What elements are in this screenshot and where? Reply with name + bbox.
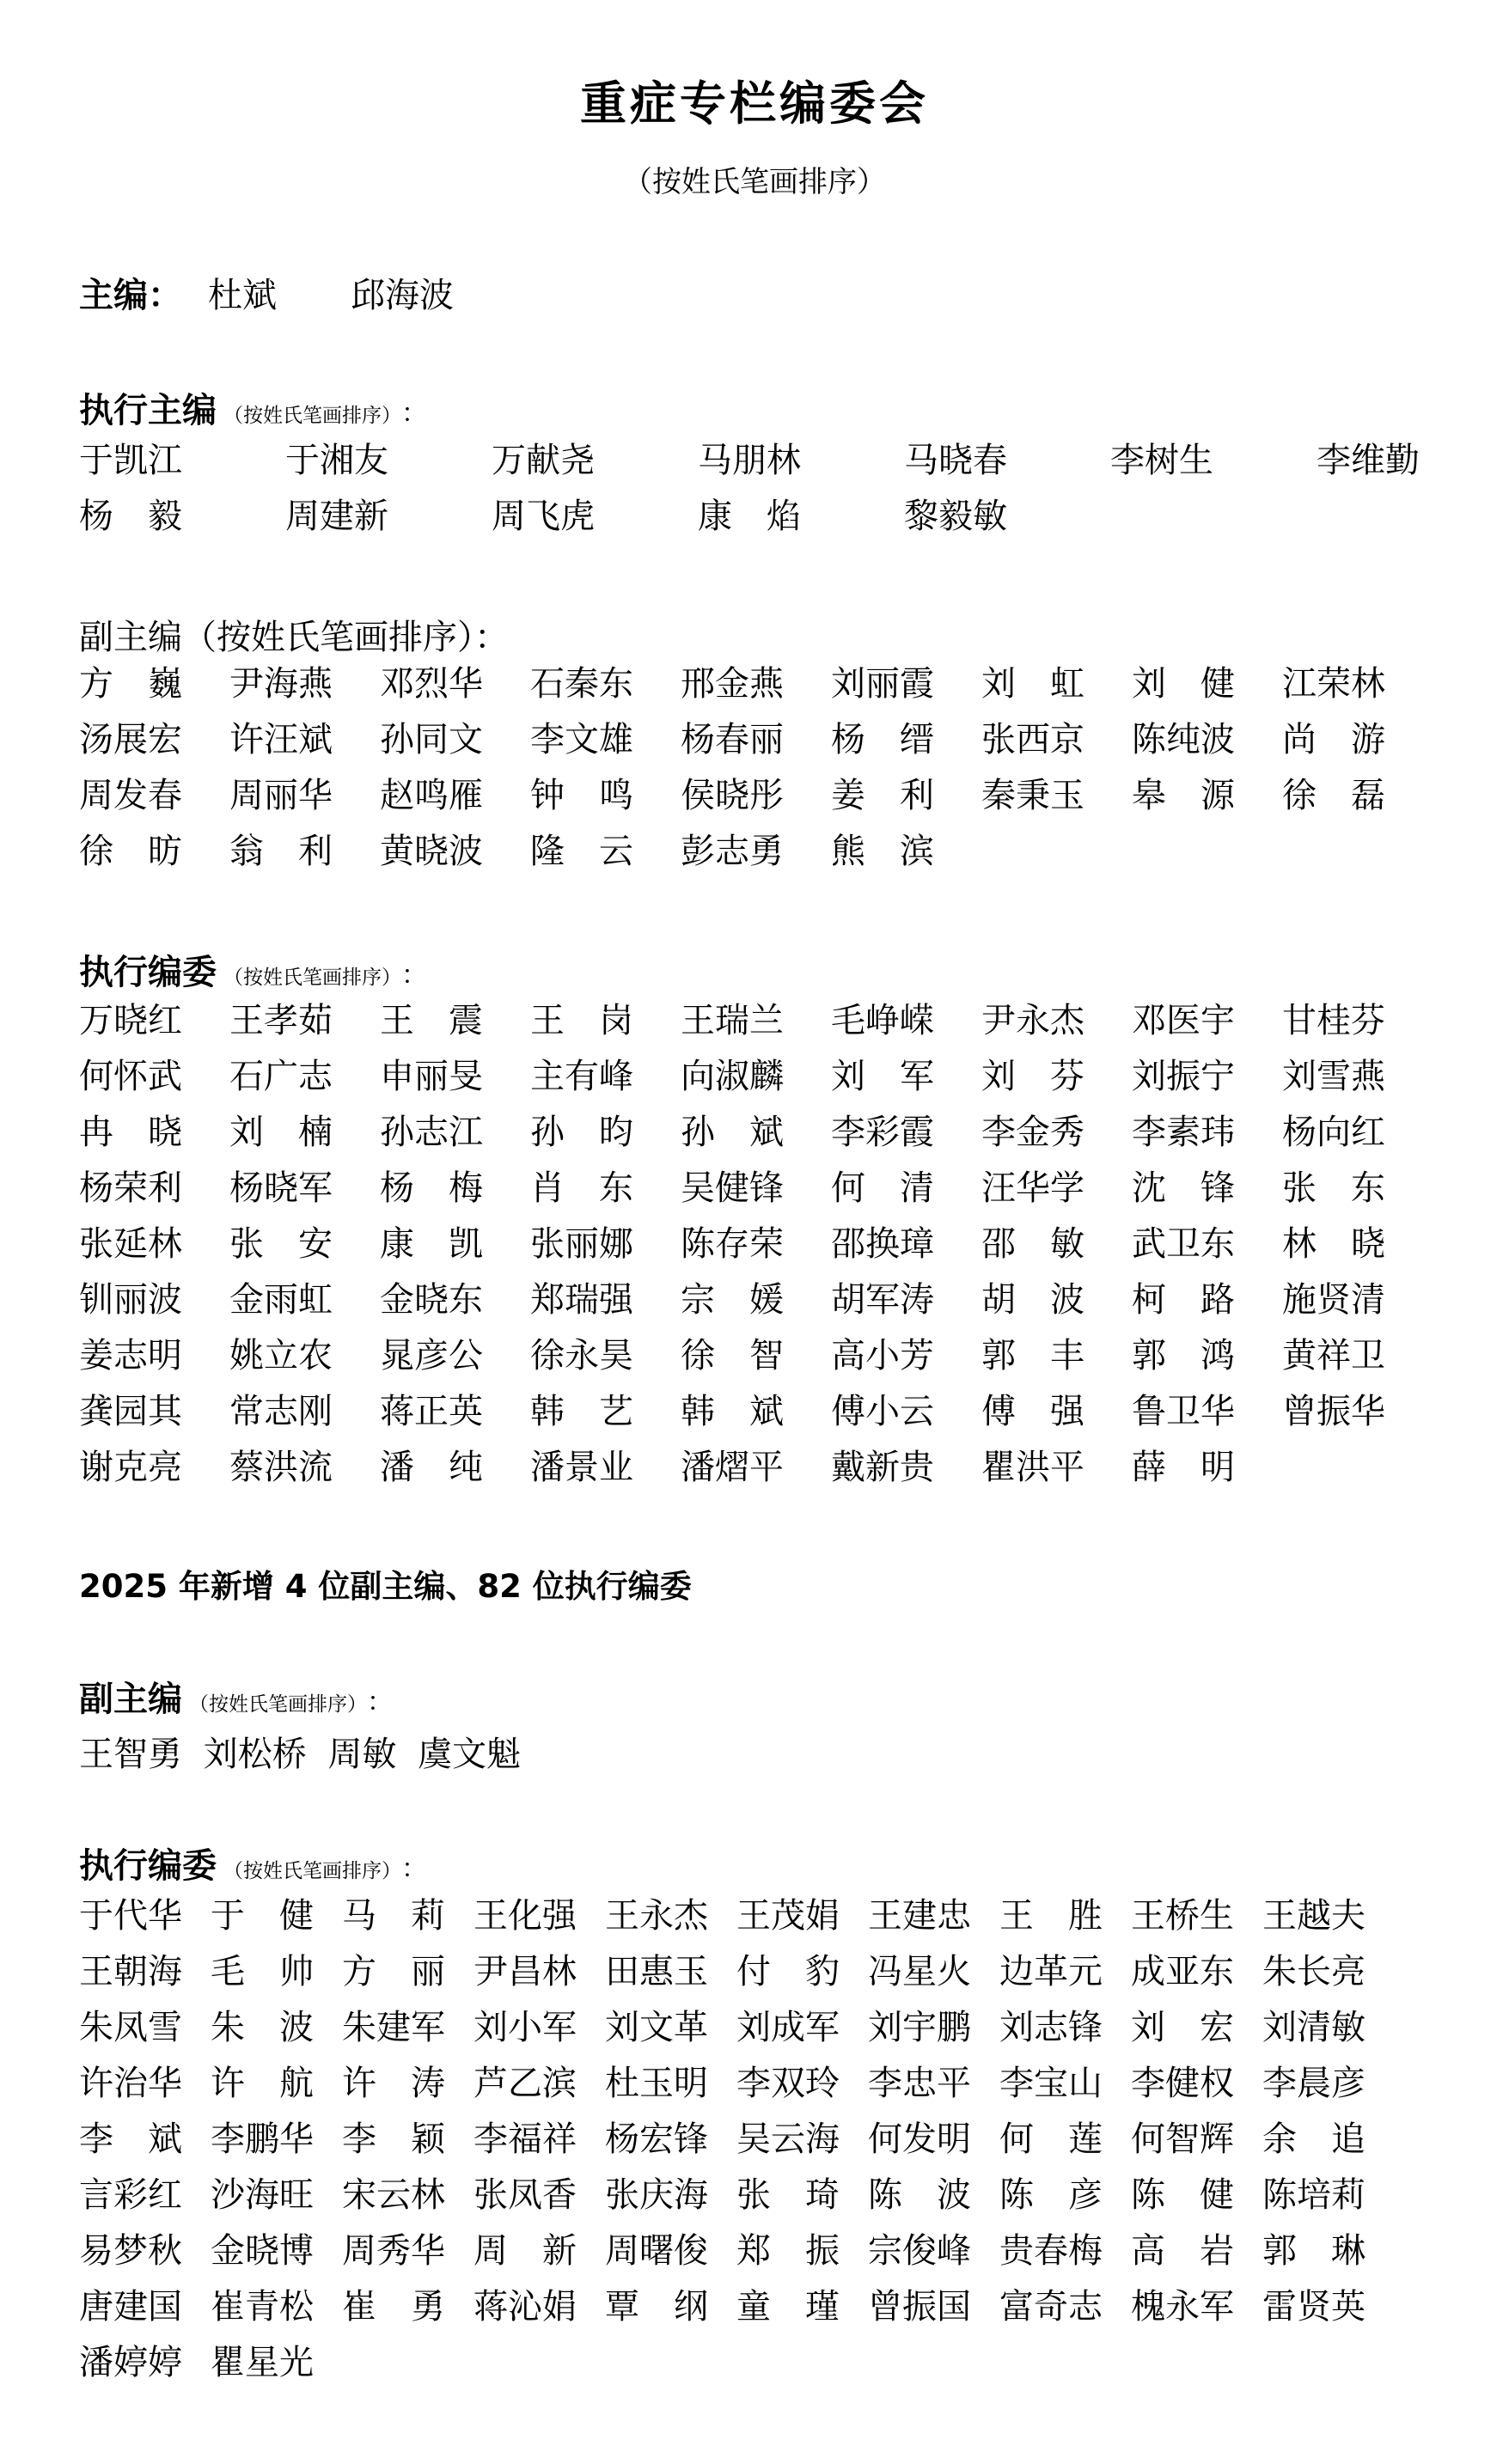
executive-board-name: 张 安 <box>229 1224 333 1264</box>
new-executive-board-name: 宗俊峰 <box>868 2231 971 2271</box>
executive-editor-name: 黎毅敏 <box>904 497 1007 536</box>
new-executive-board-name: 周秀华 <box>342 2231 445 2271</box>
executive-board-name: 主有峰 <box>530 1057 633 1096</box>
new-executive-board-name: 覃 纲 <box>605 2287 708 2327</box>
executive-board-name: 王瑞兰 <box>681 1001 784 1040</box>
new-executive-board-name: 金晓博 <box>211 2231 314 2271</box>
executive-board-name: 石广志 <box>229 1057 333 1096</box>
executive-board-name: 李金秀 <box>981 1113 1084 1152</box>
executive-board-name: 潘熠平 <box>681 1448 784 1487</box>
new-executive-board-name: 于 健 <box>211 1896 314 1936</box>
executive-board-name: 郭 丰 <box>981 1336 1084 1375</box>
executive-board-name: 刘 军 <box>831 1057 934 1096</box>
executive-board-name: 柯 路 <box>1132 1280 1235 1320</box>
new-executive-board-name: 雷贤英 <box>1262 2287 1365 2327</box>
executive-board-name: 傅小云 <box>831 1392 934 1431</box>
executive-editor-name: 于凯江 <box>79 441 182 480</box>
executive-board-name: 王孝茹 <box>229 1001 333 1040</box>
executive-board-name: 冉 晓 <box>79 1113 182 1152</box>
section-heading-colon: ： <box>401 399 427 429</box>
executive-board-name: 王 震 <box>380 1001 483 1040</box>
new-executive-board-name: 何智辉 <box>1131 2119 1234 2159</box>
section-heading-note: （按姓氏笔画排序） <box>223 1860 401 1882</box>
new-executive-board-name: 王 胜 <box>999 1896 1103 1936</box>
executive-board-name: 高小芳 <box>831 1336 934 1375</box>
executive-board-name: 姜志明 <box>79 1336 182 1375</box>
new-executive-board-name: 朱 波 <box>211 2008 314 2047</box>
editor-in-chief-name: 杜斌 <box>208 276 277 315</box>
new-executive-board-name: 朱凤雪 <box>79 2008 182 2047</box>
new-executive-board-name: 许治华 <box>79 2064 182 2103</box>
new-executive-board-name: 李晨彦 <box>1262 2064 1365 2103</box>
executive-board-name: 刘雪燕 <box>1282 1057 1385 1096</box>
new-executive-board-name: 蒋沁娟 <box>473 2287 577 2327</box>
new-executive-board-name: 何 莲 <box>999 2119 1103 2159</box>
new-executive-board-name: 许 涛 <box>342 2064 445 2103</box>
executive-board-name: 肖 东 <box>530 1168 633 1208</box>
deputy-editor-name: 李文雄 <box>530 720 633 759</box>
new-executive-board-name: 李健权 <box>1131 2064 1234 2103</box>
editors-in-chief-label: 主编： <box>79 276 182 315</box>
executive-editors-heading <box>79 383 427 432</box>
section-heading-text: 副主编（按姓氏笔画排序）： <box>79 618 509 657</box>
deputy-editors-list <box>79 664 1433 871</box>
deputy-editor-name: 周发春 <box>79 776 182 815</box>
new-executive-board-name: 王朝海 <box>79 1952 182 1991</box>
new-executive-board-name: 周 新 <box>473 2231 577 2271</box>
executive-board-name: 陈存荣 <box>681 1224 784 1264</box>
new-executive-board-name: 付 豹 <box>736 1952 840 1991</box>
new-deputy-editor-name: 王智勇 <box>79 1735 182 1774</box>
executive-board-name: 黄祥卫 <box>1282 1336 1385 1375</box>
executive-board-name: 李素玮 <box>1132 1113 1235 1152</box>
new-executive-board-name: 尹昌林 <box>473 1952 577 1991</box>
deputy-editor-name: 姜 利 <box>831 776 934 815</box>
new-executive-board-name: 王桥生 <box>1131 1896 1234 1936</box>
executive-editor-name: 于湘友 <box>285 441 388 480</box>
new-executive-board-name: 陈 健 <box>1131 2175 1234 2215</box>
deputy-editors-heading <box>79 610 509 659</box>
page-title: 重症专栏编委会 <box>580 76 929 131</box>
executive-board-name: 姚立农 <box>229 1336 333 1375</box>
deputy-editor-name: 张西京 <box>981 720 1084 759</box>
new-deputy-editors-heading <box>79 1672 393 1721</box>
new-executive-board-name: 田惠玉 <box>605 1952 708 1991</box>
executive-board-name: 刘振宁 <box>1132 1057 1235 1096</box>
executive-editor-name: 马朋林 <box>698 441 801 480</box>
new-executive-board-name: 富奇志 <box>999 2287 1103 2327</box>
deputy-editor-name: 钟 鸣 <box>530 776 633 815</box>
new-executive-board-name: 刘 宏 <box>1131 2008 1234 2047</box>
executive-board-name: 晁彦公 <box>380 1336 483 1375</box>
new-executive-board-name: 曾振国 <box>868 2287 971 2327</box>
new-executive-board-name: 许 航 <box>211 2064 314 2103</box>
new-executive-board-name: 冯星火 <box>868 1952 971 1991</box>
deputy-editor-name: 翁 利 <box>229 832 333 871</box>
new-executive-board-name: 李鹏华 <box>211 2119 314 2159</box>
executive-board-name: 何 清 <box>831 1168 934 1208</box>
executive-board-name: 张丽娜 <box>530 1224 633 1264</box>
new-executive-board-name: 郑 振 <box>736 2231 840 2271</box>
new-executive-board-name: 王永杰 <box>605 1896 708 1936</box>
new-executive-board-name: 李 颖 <box>342 2119 445 2159</box>
new-executive-board-name: 李宝山 <box>999 2064 1103 2103</box>
deputy-editor-name: 徐 磊 <box>1282 776 1385 815</box>
executive-board-name: 薛 明 <box>1132 1448 1235 1487</box>
executive-board-name: 戴新贵 <box>831 1448 934 1487</box>
new-executive-board-name: 槐永军 <box>1131 2287 1234 2327</box>
section-heading-colon: ： <box>367 1687 393 1717</box>
new-executive-board-name: 陈 波 <box>868 2175 971 2215</box>
executive-board-name: 鲁卫华 <box>1132 1392 1235 1431</box>
executive-board-name: 孙 斌 <box>681 1113 784 1152</box>
new-executive-board-name: 朱长亮 <box>1262 1952 1365 1991</box>
executive-board-name: 杨向红 <box>1282 1113 1385 1152</box>
section-heading-colon: ： <box>401 961 427 991</box>
new-executive-board-name: 王茂娟 <box>736 1896 840 1936</box>
deputy-editor-name: 刘 健 <box>1132 664 1235 704</box>
section-heading-text: 执行编委 <box>79 953 217 992</box>
deputy-editor-name: 许汪斌 <box>229 720 333 759</box>
new-executive-board-name: 成亚东 <box>1131 1952 1234 1991</box>
executive-board-name: 王 岗 <box>530 1001 633 1040</box>
executive-board-name: 孙 昀 <box>530 1113 633 1152</box>
executive-board-name: 邵 敏 <box>981 1224 1084 1264</box>
executive-board-name: 常志刚 <box>229 1392 333 1431</box>
deputy-editor-name: 皋 源 <box>1132 776 1235 815</box>
deputy-editor-name: 杨 缙 <box>831 720 934 759</box>
new-executive-board-name: 宋云林 <box>342 2175 445 2215</box>
executive-board-name: 潘景业 <box>530 1448 633 1487</box>
section-heading-text: 执行主编 <box>79 391 217 430</box>
deputy-editor-name: 尚 游 <box>1282 720 1385 759</box>
executive-board-name: 毛峥嵘 <box>831 1001 934 1040</box>
new-executive-board-name: 张凤香 <box>473 2175 577 2215</box>
executive-board-name: 韩 艺 <box>530 1392 633 1431</box>
executive-board-name: 张 东 <box>1282 1168 1385 1208</box>
new-executive-board-name: 王化强 <box>473 1896 577 1936</box>
executive-board-name: 李彩霞 <box>831 1113 934 1152</box>
new-executive-board-name: 余 追 <box>1262 2119 1365 2159</box>
executive-board-name: 申丽旻 <box>380 1057 483 1096</box>
executive-board-name: 邓医宇 <box>1132 1001 1235 1040</box>
deputy-editor-name: 秦秉玉 <box>981 776 1084 815</box>
new-executive-board-name: 张庆海 <box>605 2175 708 2215</box>
executive-board-list <box>79 1003 1433 1485</box>
executive-board-name: 张延林 <box>79 1224 182 1264</box>
executive-editor-name: 马晓春 <box>904 441 1007 480</box>
deputy-editor-name: 刘 虹 <box>981 664 1084 704</box>
new-executive-board-name: 刘成军 <box>736 2008 840 2047</box>
new-executive-board-name: 李 斌 <box>79 2119 182 2159</box>
new-executive-board-name: 崔青松 <box>211 2287 314 2327</box>
new-executive-board-name: 吴云海 <box>736 2119 840 2159</box>
new-executive-board-name: 李福祥 <box>473 2119 577 2159</box>
executive-board-name: 郭 鸿 <box>1132 1336 1235 1375</box>
executive-board-name: 吴健锋 <box>681 1168 784 1208</box>
executive-board-name: 谢克亮 <box>79 1448 182 1487</box>
executive-editor-name: 李维勤 <box>1317 441 1420 480</box>
executive-board-name: 向淑麟 <box>681 1057 784 1096</box>
executive-editor-name: 周飞虎 <box>492 497 595 536</box>
editor-in-chief-name: 邱海波 <box>351 276 454 315</box>
executive-board-heading <box>79 945 427 994</box>
new-executive-board-name: 刘小军 <box>473 2008 577 2047</box>
executive-editor-name: 李树生 <box>1110 441 1213 480</box>
executive-board-name: 宗 媛 <box>681 1280 784 1320</box>
new-executive-board-name: 马 莉 <box>342 1896 445 1936</box>
deputy-editor-name: 周丽华 <box>229 776 333 815</box>
executive-board-name: 蒋正英 <box>380 1392 483 1431</box>
executive-board-name: 甘桂芬 <box>1282 1001 1385 1040</box>
deputy-editor-name: 江荣林 <box>1282 664 1385 704</box>
new-deputy-editor-name: 虞文魁 <box>418 1735 522 1774</box>
new-executive-board-name: 李忠平 <box>868 2064 971 2103</box>
section-heading-colon: ： <box>401 1854 427 1884</box>
executive-board-name: 武卫东 <box>1132 1224 1235 1264</box>
new-executive-board-name: 刘志锋 <box>999 2008 1103 2047</box>
deputy-editor-name: 熊 滨 <box>831 832 934 871</box>
executive-board-name: 龚园其 <box>79 1392 182 1431</box>
executive-board-name: 胡军涛 <box>831 1280 934 1320</box>
executive-board-name: 施贤清 <box>1282 1280 1385 1320</box>
executive-board-name: 康 凯 <box>380 1224 483 1264</box>
new-executive-board-name: 边革元 <box>999 1952 1103 1991</box>
new-executive-board-name: 于代华 <box>79 1896 182 1936</box>
executive-editor-name: 杨 毅 <box>79 497 182 536</box>
editors-in-chief <box>79 268 528 317</box>
deputy-editor-name: 彭志勇 <box>681 832 784 871</box>
deputy-editor-name: 汤展宏 <box>79 720 182 759</box>
executive-board-name: 杨荣利 <box>79 1168 182 1208</box>
executive-board-name: 孙志江 <box>380 1113 483 1152</box>
executive-board-name: 韩 斌 <box>681 1392 784 1431</box>
new-executive-board-name: 李双玲 <box>736 2064 840 2103</box>
new-executive-board-name: 郭 琳 <box>1262 2231 1365 2271</box>
executive-editor-name: 周建新 <box>285 497 388 536</box>
new-executive-board-list <box>79 1896 1394 2382</box>
deputy-editor-name: 徐 昉 <box>79 832 182 871</box>
deputy-editor-name: 邢金燕 <box>681 664 784 704</box>
page-subtitle: （按姓氏笔画排序） <box>623 165 886 199</box>
announcement-line: 2025 年新增 4 位副主编、82 位执行编委 <box>79 1568 692 1605</box>
new-executive-board-name: 沙海旺 <box>211 2175 314 2215</box>
section-heading-text: 副主编 <box>79 1680 182 1719</box>
deputy-editor-name: 黄晓波 <box>380 832 483 871</box>
new-deputy-editor-name: 刘松桥 <box>203 1735 307 1774</box>
section-heading-note: （按姓氏笔画排序） <box>189 1693 367 1716</box>
section-heading-note: （按姓氏笔画排序） <box>223 967 401 989</box>
new-executive-board-name: 瞿星光 <box>211 2343 314 2382</box>
new-executive-board-name: 言彩红 <box>79 2175 182 2215</box>
executive-board-name: 杨 梅 <box>380 1168 483 1208</box>
new-executive-board-name: 刘清敏 <box>1262 2008 1365 2047</box>
executive-board-name: 胡 波 <box>981 1280 1084 1320</box>
new-executive-board-name: 王建忠 <box>868 1896 971 1936</box>
new-deputy-editors-list <box>79 1727 531 1776</box>
deputy-editor-name: 孙同文 <box>380 720 483 759</box>
executive-board-name: 瞿洪平 <box>981 1448 1084 1487</box>
executive-board-name: 何怀武 <box>79 1057 182 1096</box>
deputy-editor-name: 陈纯波 <box>1132 720 1235 759</box>
new-executive-board-name: 何发明 <box>868 2119 971 2159</box>
executive-board-name: 徐 智 <box>681 1336 784 1375</box>
deputy-editor-name: 邓烈华 <box>380 664 483 704</box>
executive-board-name: 金晓东 <box>380 1280 483 1320</box>
new-executive-board-name: 周曙俊 <box>605 2231 708 2271</box>
executive-editor-name: 康 焰 <box>698 497 801 536</box>
new-executive-board-name: 贵春梅 <box>999 2231 1103 2271</box>
new-executive-board-name: 王越夫 <box>1262 1896 1365 1936</box>
executive-editors-list <box>79 443 1509 534</box>
section-heading-text: 执行编委 <box>79 1846 217 1886</box>
executive-board-name: 邵换璋 <box>831 1224 934 1264</box>
new-executive-board-name: 杨宏锋 <box>605 2119 708 2159</box>
new-executive-board-name: 芦乙滨 <box>473 2064 577 2103</box>
deputy-editor-name: 尹海燕 <box>229 664 333 704</box>
new-executive-board-name: 毛 帅 <box>211 1952 314 1991</box>
executive-board-name: 曾振华 <box>1282 1392 1385 1431</box>
deputy-editor-name: 赵鸣雁 <box>380 776 483 815</box>
executive-board-name: 徐永昊 <box>530 1336 633 1375</box>
new-executive-board-name: 童 瑾 <box>736 2287 840 2327</box>
new-executive-board-name: 陈 彦 <box>999 2175 1103 2215</box>
executive-board-name: 金雨虹 <box>229 1280 333 1320</box>
new-executive-board-name: 陈培莉 <box>1262 2175 1365 2215</box>
new-executive-board-name: 方 丽 <box>342 1952 445 1991</box>
executive-board-name: 汪华学 <box>981 1168 1084 1208</box>
deputy-editor-name: 侯晓彤 <box>681 776 784 815</box>
executive-board-name: 傅 强 <box>981 1392 1084 1431</box>
executive-board-name: 万晓红 <box>79 1001 182 1040</box>
executive-editor-name: 万献尧 <box>492 441 595 480</box>
executive-board-name: 刘 芬 <box>981 1057 1084 1096</box>
new-executive-board-name: 刘文革 <box>605 2008 708 2047</box>
deputy-editor-name: 刘丽霞 <box>831 664 934 704</box>
new-executive-board-name: 高 岩 <box>1131 2231 1234 2271</box>
new-executive-board-name: 朱建军 <box>342 2008 445 2047</box>
deputy-editor-name: 杨春丽 <box>681 720 784 759</box>
executive-board-name: 杨晓军 <box>229 1168 333 1208</box>
executive-board-name: 蔡洪流 <box>229 1448 333 1487</box>
executive-board-name: 尹永杰 <box>981 1001 1084 1040</box>
executive-board-name: 刘 楠 <box>229 1113 333 1152</box>
new-executive-board-name: 唐建国 <box>79 2287 182 2327</box>
executive-board-name: 钏丽波 <box>79 1280 182 1320</box>
new-executive-board-heading <box>79 1839 427 1888</box>
new-executive-board-name: 易梦秋 <box>79 2231 182 2271</box>
new-executive-board-name: 刘宇鹏 <box>868 2008 971 2047</box>
deputy-editor-name: 隆 云 <box>530 832 633 871</box>
executive-board-name: 沈 锋 <box>1132 1168 1235 1208</box>
new-executive-board-name: 崔 勇 <box>342 2287 445 2327</box>
new-deputy-editor-name: 周敏 <box>327 1735 397 1774</box>
executive-board-name: 林 晓 <box>1282 1224 1385 1264</box>
deputy-editor-name: 方 巍 <box>79 664 182 704</box>
executive-board-name: 郑瑞强 <box>530 1280 633 1320</box>
new-executive-board-name: 杜玉明 <box>605 2064 708 2103</box>
deputy-editor-name: 石秦东 <box>530 664 633 704</box>
executive-board-name: 潘 纯 <box>380 1448 483 1487</box>
new-executive-board-name: 张 琦 <box>736 2175 840 2215</box>
new-executive-board-name: 潘婷婷 <box>79 2343 182 2382</box>
section-heading-note: （按姓氏笔画排序） <box>223 405 401 427</box>
